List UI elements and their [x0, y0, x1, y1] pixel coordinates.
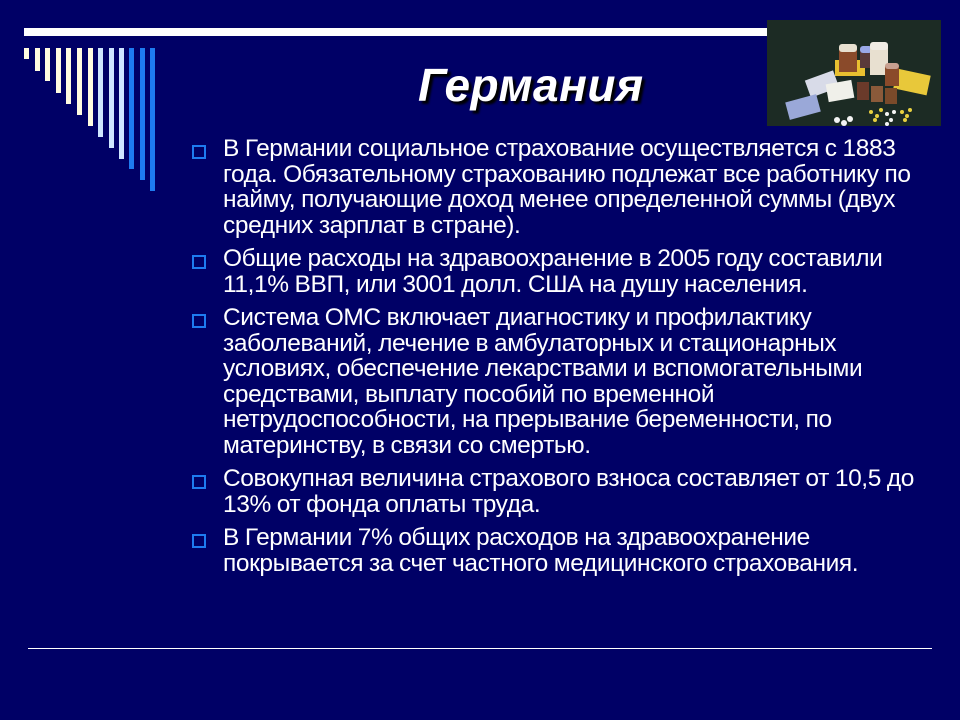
hollow-square-bullet-icon — [192, 314, 206, 328]
bullet-item — [190, 466, 920, 517]
stripe — [109, 48, 114, 148]
stripe — [45, 48, 50, 81]
bullet-text: Общие расходы на здравоохранение в 2005 году составили 11,1% ВВП, или 3001 долл. США на душу населения. — [223, 245, 883, 298]
top-decorative-rule — [24, 28, 768, 36]
stripe — [66, 48, 71, 104]
medicine-photo — [767, 20, 941, 126]
bullet-item — [190, 525, 920, 576]
stripe — [24, 48, 29, 59]
slide-title: Германия — [418, 59, 644, 111]
stripe — [129, 48, 134, 169]
bullet-list — [190, 136, 920, 584]
stripe — [150, 48, 155, 191]
stripe — [140, 48, 145, 180]
hollow-square-bullet-icon — [192, 534, 206, 548]
bullet-item — [190, 305, 920, 458]
hollow-square-bullet-icon — [192, 255, 206, 269]
hollow-square-bullet-icon — [192, 475, 206, 489]
pills-image-icon — [767, 20, 941, 126]
bullet-text: В Германии 7% общих расходов на здравоохранение покрывается за счет частного медицинского страхования. — [223, 524, 859, 577]
stripe — [119, 48, 124, 159]
stripe — [98, 48, 103, 137]
stripe — [88, 48, 93, 126]
bullet-text: Система ОМС включает диагностику и профилактику заболеваний, лечение в амбулаторных и стационарных условиях, обеспечение лекарствами и вспомогательными средствами, выплату пособий по временной нетрудоспособности, на прерывание беременности, по материнству, в связи со смертью. — [223, 304, 863, 459]
bottom-decorative-rule — [28, 648, 932, 649]
stripe — [77, 48, 82, 115]
bullet-text: В Германии социальное страхование осуществляется с 1883 года. Обязательному страхованию подлежат все работнику по найму, получающие доход менее определенной суммы (двух средних зарплат в стране). — [223, 135, 911, 239]
bullet-item — [190, 246, 920, 297]
stripe — [35, 48, 40, 71]
bullet-item — [190, 136, 920, 238]
bullet-text: Совокупная величина страхового взноса составляет от 10,5 до 13% от фонда оплаты труда. — [223, 465, 914, 518]
hollow-square-bullet-icon — [192, 145, 206, 159]
stripe — [56, 48, 61, 93]
